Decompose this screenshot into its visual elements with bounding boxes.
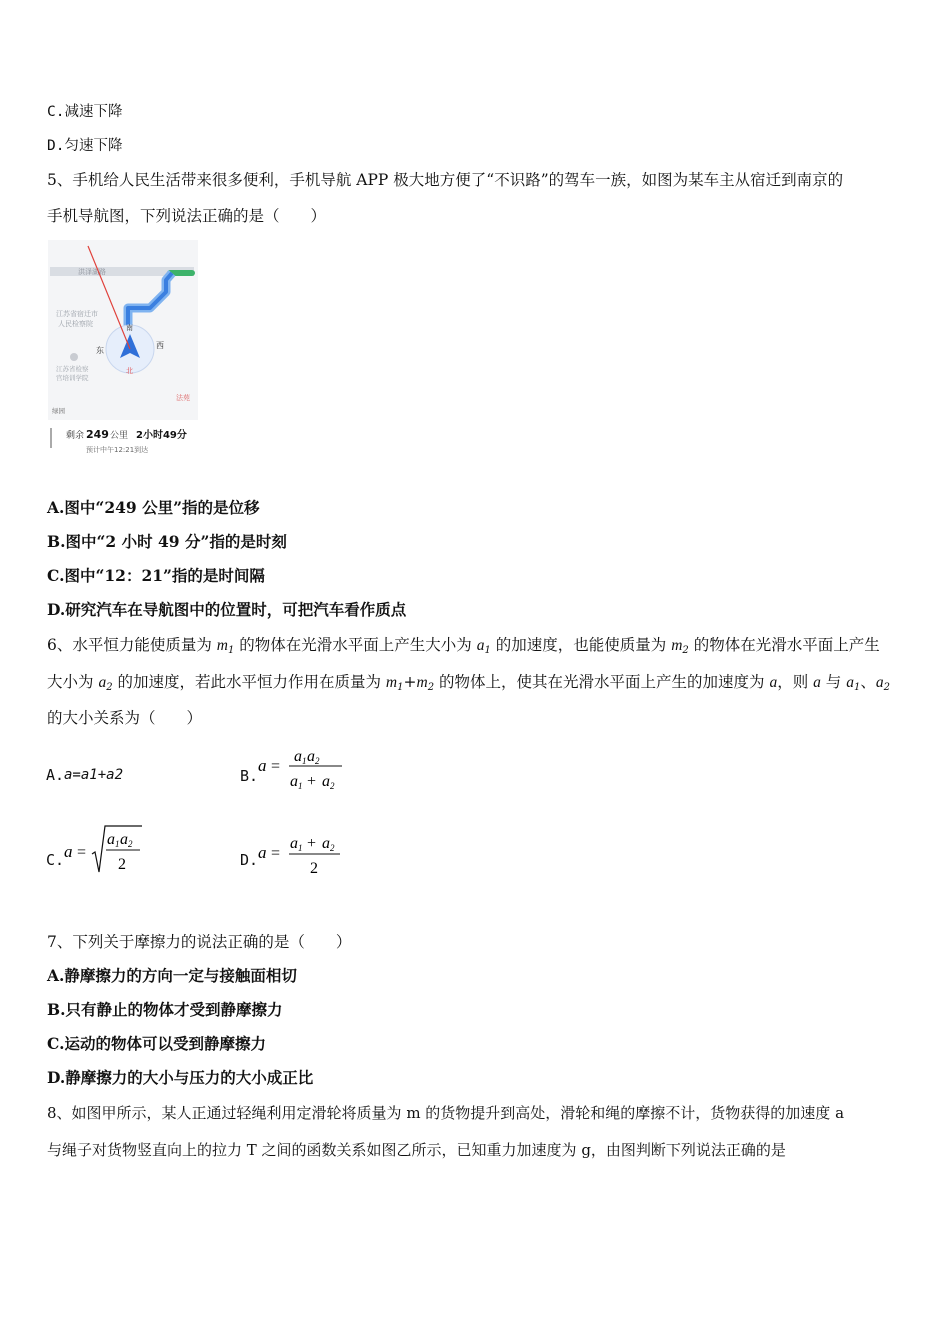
remaining-distance: 249 [86,428,109,441]
svg-text:1: 1 [298,781,303,791]
svg-text:a: a [290,835,298,852]
svg-text:+: + [307,773,317,790]
place1-line2: 人民检察院 [58,320,93,328]
svg-text:1: 1 [302,756,307,766]
q6-text-line3: 的大小关系为（ ） [47,709,203,727]
q7-option-c: C.运动的物体可以受到静摩擦力 [47,1034,266,1053]
q8-text-line2: 与绳子对货物竖直向上的拉力 T 之间的函数关系如图乙所示，已知重力加速度为 g，由图判断下列说法正确的是 [47,1141,786,1159]
svg-text:a: a [120,831,128,848]
q7-option-d: D.静摩擦力的大小与压力的大小成正比 [47,1068,314,1087]
svg-text:a: a [307,748,315,765]
q8-text-line1: 8、如图甲所示，某人正通过轻绳利用定滑轮将质量为 m 的货物提升到高处，滑轮和绳的摩擦不计，货物获得的加速度 a [47,1104,845,1122]
road-label: 洪泽湖路 [78,268,106,276]
dir-east: 东 [96,346,104,355]
q6-text-line1: 6、水平恒力能使质量为 $m_1$ 的物体在光滑水平面上产生大小为 $a_1$ 的加速度，也能使质量为 $m_2$ 的物体在光滑水平面上产生 [47,636,880,656]
svg-text:a: a [107,831,115,848]
svg-text:1: 1 [115,839,120,849]
svg-text:a: a [290,773,298,790]
svg-text:2: 2 [128,839,133,849]
q5-option-c: C.图中“12：21”指的是时间隔 [47,566,265,585]
bottom-left-label: 绿园 [52,407,65,415]
svg-text:2: 2 [330,781,335,791]
q6-option-a-label: A. [46,766,65,784]
dir-west: 西 [156,341,164,350]
svg-text:a: a [64,842,73,861]
place1-line1: 江苏省宿迁市 [56,310,98,318]
q5-option-a: A.图中“249 公里”指的是位移 [47,498,260,517]
svg-text:a: a [258,843,267,862]
svg-text:2: 2 [315,756,320,766]
svg-text:2: 2 [330,843,335,853]
svg-text:+: + [307,835,317,852]
q6-option-b-formula [256,742,356,794]
svg-text:=: = [271,758,281,775]
q7-option-b: B.只有静止的物体才受到静摩擦力 [47,1000,283,1019]
remaining-time: 2小时49分 [136,430,187,441]
svg-text:=: = [77,844,87,861]
option-c-prev: C.减速下降 [47,104,123,120]
navigation-map-figure [48,240,198,462]
remaining-prefix: 剩余 [66,431,85,441]
svg-text:1: 1 [298,843,303,853]
q5-text-line2: 手机导航图，下列说法正确的是（ ） [47,207,327,225]
q6-option-a-expr: a=a1+a2 [64,767,124,783]
q6-text-line2: 大小为 $a_2$ 的加速度，若此水平恒力作用在质量为 $m_1+m_2$ 的物体上，使其在光滑水平面上产生的加速度为 a，则 a 与 $a_1$、$a_2$ [47,673,890,693]
remaining-unit: 公里 [110,431,129,441]
dir-north: 北 [126,367,133,375]
q6-option-c-formula [62,822,162,878]
svg-text:2: 2 [310,860,318,877]
option-d-prev: D.匀速下降 [47,138,123,154]
eta-text: 预计中午12:21到达 [86,446,149,454]
q5-text-line1: 5、手机给人民生活带来很多便利，手机导航 APP 极大地方便了“不识路”的驾车一族，如图为某车主从宿迁到南京的 [47,171,844,189]
place2-line1: 江苏省检察 [56,365,89,373]
q7-option-a: A.静摩擦力的方向一定与接触面相切 [47,966,297,985]
q6-option-d-formula [256,826,356,878]
svg-text:a: a [322,835,330,852]
q6-option-d-label: D. [240,851,259,869]
q5-option-d: D.研究汽车在导航图中的位置时，可把汽车看作质点 [47,600,407,619]
q6-option-c-label: C. [46,851,65,869]
q7-text-line1: 7、下列关于摩擦力的说法正确的是（ ） [47,933,352,951]
svg-text:=: = [271,845,281,862]
bottom-right-label: 法苑 [176,394,190,402]
q6-option-b-label: B. [240,767,259,785]
dir-south: 南 [126,324,133,332]
svg-text:a: a [258,756,267,775]
svg-text:a: a [294,748,302,765]
svg-text:2: 2 [118,856,126,873]
q5-option-b: B.图中“2 小时 49 分”指的是时刻 [47,532,287,551]
svg-text:a: a [322,773,330,790]
place2-line2: 官培训学院 [56,374,89,382]
